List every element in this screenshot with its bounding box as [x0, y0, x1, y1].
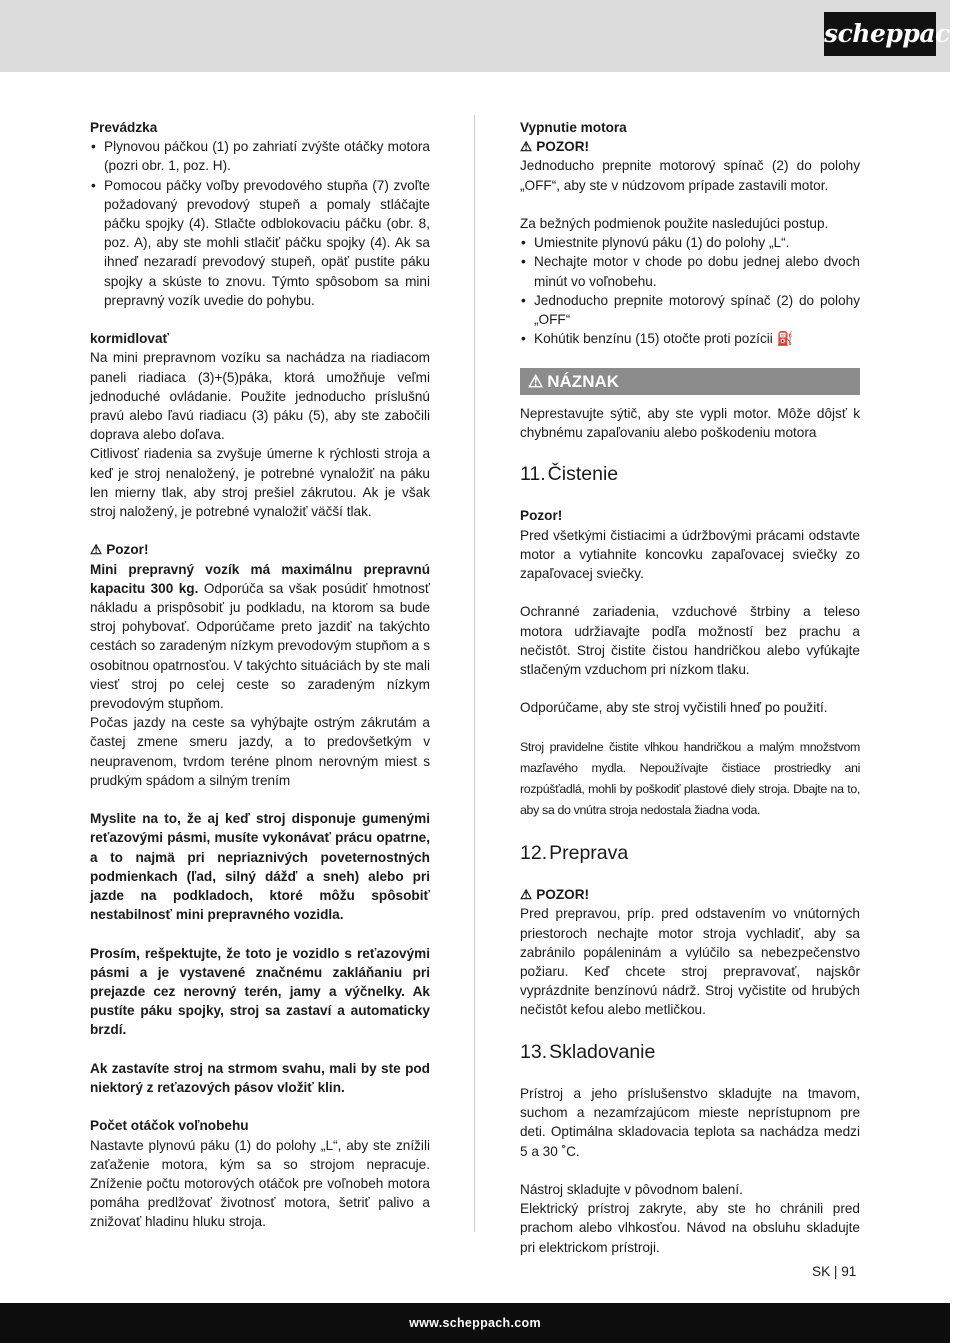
- paragraph: Počas jazdy na ceste sa vyhýbajte ostrým zákrutám a častej zmene smeru jazdy, a to predovšetkým v neupravenom, tvrdom teréne plnom nerovným miest s prudkým spádom a silným trením: [90, 715, 430, 788]
- warning-icon: ⚠: [520, 887, 533, 903]
- paragraph: Nastavte plynovú páku (1) do polohy „L“, aby ste znížili zaťaženie motora, kým sa so strojom nepracuje. Zníženie počtu motorových otáčok pre voľnobeh motora pomáha predlžovať životnosť motora, šetriť palivo a znižovať hladinu hluku stroja.: [90, 1137, 430, 1230]
- warning-paragraph: Mini prepravný vozík má maximálnu prepravnú kapacitu 300 kg. Odporúča sa však posúdiť hmotnosť nákladu a prispôsobiť ju podkladu, na ktorom sa bude stroj pohybovať. Odporúčame preto jazdiť na takýchto cestách so zaradeným nízkym prevodovým stupňom a s osobitnou opatrnosťou. V takýchto situáciách by ste mali viesť stroj po celej ceste so zaradeným nízkym prevodovým stupňom.: [90, 561, 431, 712]
- list-item: • Nechajte motor v chode po dobu jednej alebo dvoch minút vo voľnobehu.: [520, 252, 860, 290]
- page-header: [0, 0, 967, 72]
- section-title-volnobeh: Počet otáčok voľnobehu: [90, 1118, 249, 1134]
- list-item: • Umiestnite plynovú páku (1) do polohy „L“.: [520, 233, 860, 252]
- fuel-icon: ⛽: [776, 331, 794, 347]
- warning-heading: ⚠ Pozor!: [90, 540, 430, 559]
- footer-url: www.scheppach.com: [409, 1316, 541, 1330]
- bold-paragraph: Prosím, rešpektujte, že toto je vozidlo s reťazovými pásmi a je vystavené značnému zakláňaniu pri prejazde cez nerovný terén, jamy a výčnelky. Ak pustíte páku spojky, stroj sa zastaví a automaticky brzdí.: [90, 945, 430, 1038]
- list-item: • Plynovou páčkou (1) po zahriatí zvýšte otáčky motora (pozri obr. 1, poz. H).: [90, 137, 430, 175]
- paragraph: Prístroj a jeho príslušenstvo skladujte na tmavom, suchom a nezamŕzajúcom mieste neprístupnom pre deti. Optimálna skladovacia teplota sa nachádza medzi 5 a 30 ˚C.: [520, 1085, 860, 1159]
- paragraph: Pred všetkými čistiacimi a údržbovými prácami odstavte motor a vytiahnite koncovku zapaľovacej sviečky zo zapaľovacej sviečky.: [520, 527, 860, 581]
- paragraph: Na mini prepravnom vozíku sa nachádza na riadiacom paneli riadiaca (3)+(5)páka, ktorá umožňuje veľmi jednoduché ovládanie. Použite jednoducho príslušnú pravú alebo ľavú riadiacu (3) páku (5), aby ste zabočili doprava alebo doľava.: [90, 350, 430, 443]
- paragraph: Citlivosť riadenia sa zvyšuje úmerne k rýchlosti stroja a keď je stroj nenaložený, je potrebné vynaložiť na páku len mierny tlak, aby stroj prešiel zákrutou. Ak je však stroj naložený, je potrebné vynaložiť väčší tlak.: [90, 446, 430, 520]
- list-item: • Kohútik benzínu (15) otočte proti pozícii ⛽: [520, 329, 860, 348]
- scheppach-logo: scheppach: [824, 12, 936, 56]
- warning-heading: Pozor!: [520, 508, 563, 524]
- paragraph: Za bežných podmienok použite nasledujúci postup.: [520, 216, 829, 231]
- hint-banner: ⚠ NÁZNAK: [520, 368, 860, 395]
- section-title-kormidlovat: kormidlovať: [90, 331, 170, 347]
- page-number: SK | 91: [812, 1264, 857, 1279]
- column-divider: [474, 115, 475, 1232]
- right-column: [520, 118, 860, 1257]
- page-footer: [0, 1303, 950, 1343]
- paragraph: Ochranné zariadenia, vzduchové štrbiny a teleso motora udržiavajte podľa možností bez prachu a nečistôt. Stroj čistite čistou handričkou alebo vyfúkajte stlačeným vzduchom pri nízkom tlaku.: [520, 604, 860, 677]
- warning-icon: ⚠: [90, 542, 103, 558]
- heading-skladovanie: 13. Skladovanie: [520, 1040, 656, 1063]
- warning-heading: ⚠ POZOR!: [520, 885, 860, 904]
- section-title-vypnutie: Vypnutie motora: [520, 120, 627, 135]
- paragraph: Neprestavujte sýtič, aby ste vypli motor. Môže dôjsť k chybnému zapaľovaniu alebo poškodeniu motora: [520, 405, 860, 440]
- heading-cistenie: 11. Čistenie: [520, 463, 619, 486]
- bold-paragraph: Ak zastavíte stroj na strmom svahu, mali by ste pod niektorý z reťazových pásov vložiť klin.: [90, 1060, 430, 1096]
- paragraph: Jednoducho prepnite motorový spínač (2) do polohy „OFF“, aby ste v núdzovom prípade zastavili motor.: [520, 158, 860, 193]
- warning-icon: ⚠: [528, 371, 544, 391]
- warning-icon: ⚠: [520, 139, 533, 155]
- warning-heading: ⚠ POZOR!: [520, 137, 860, 156]
- list-item: • Jednoducho prepnite motorový spínač (2) do polohy „OFF“: [520, 291, 860, 329]
- paragraph: Nástroj skladujte v pôvodnom balení.: [520, 1181, 743, 1197]
- paragraph: Odporúčame, aby ste stroj vyčistili hneď po použití.: [520, 700, 828, 716]
- paragraph: Stroj pravidelne čistite vlhkou handričkou a malým množstvom mazľavého mydla. Nepoužívajte čistiace prostriedky ani rozpúšťadlá, mohli by poškodiť plastové diely stroja. Dbajte na to, aby sa do vnútra stroja nedostala žiadna voda.: [520, 739, 860, 817]
- heading-preprava: 12. Preprava: [520, 841, 629, 864]
- paragraph: Pred prepravou, príp. pred odstavením vo vnútorných priestoroch nechajte motor stroja vychladiť, aby sa zabránilo popáleninám a vylúčilo sa nebezpečenstvo požiaru. Keď chcete stroj prepravovať, najskôr vyprázdnite benzínovú nádrž. Stroj vyčistite od hrubých nečistôt kefou alebo metličkou.: [520, 906, 860, 1018]
- bold-paragraph: Myslite na to, že aj keď stroj disponuje gumenými reťazovými pásmi, musíte vykonávať prácu opatrne, a to najmä pri nepriaznivých poveternostných podmienkach (ľad, silný dážď a sneh) alebo pri jazde na podkladoch, ktoré môžu spôsobiť nestabilnosť mini prepravného vozidla.: [90, 811, 430, 923]
- paragraph: Elektrický prístroj zakryte, aby ste ho chránili pred prachom alebo vlhkosťou. Návod na obsluhu skladujte pri elektrickom prístroji.: [520, 1201, 860, 1255]
- list-item: • Pomocou páčky voľby prevodového stupňa (7) zvoľte požadovaný prevodový stupeň a pomaly stláčajte páčku spojky (4). Stlačte odblokovaciu páčku (obr. 8, poz. A), aby ste mohli stlačiť páčku spojky (4). Ak sa ihneď nezaradí prevodový stupeň, opäť pustite páku spojky a skúste to znovu. Týmto spôsobom sa mini prepravný vozík uvedie do pohybu.: [90, 176, 430, 310]
- left-column: [90, 118, 430, 1232]
- section-title-prevadzka: Prevádzka: [90, 120, 158, 135]
